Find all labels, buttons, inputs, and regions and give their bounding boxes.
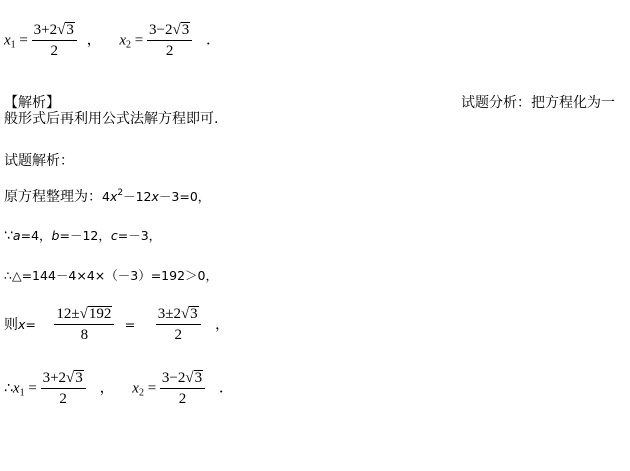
x2-fraction: $\frac{3-2√3}{2}$ — [147, 22, 192, 60]
solution-heading: 试题解析： — [4, 153, 74, 169]
final-solution: $\therefore x_1$ = $\frac{3+2√3}{2}$ ， $x_2$ = $\frac{3-2√3}{2}$ ． — [4, 370, 234, 407]
formula-var: x — [18, 317, 26, 332]
therefore-symbol: ∴ — [4, 380, 13, 397]
top-solution — [4, 22, 221, 60]
x1-var: x — [12, 380, 20, 397]
x2-var: x — [132, 380, 139, 397]
equals-sign: = — [19, 32, 28, 49]
coefficients-line: ∵a=4，b=－12，c=－3， — [4, 228, 162, 244]
x1-var: x — [4, 32, 11, 49]
x2-var: x — [119, 32, 127, 49]
formula-fraction-1: $\frac{12\pm√192}{8}$ — [54, 306, 114, 344]
formula-line: 则x= $\frac{12\pm√192}{8}$ = $\frac{3\pm 2√3}{2}$ ， — [4, 306, 230, 343]
x1-sub: 1 — [10, 39, 16, 51]
formula-prefix: 则 — [4, 317, 18, 333]
final-x2-fraction: $\frac{3-2√3}{2}$ — [160, 370, 205, 408]
equation-body: $4x^2-12x-3=0$， — [102, 188, 211, 204]
formula-fraction-2: $\frac{3\pm 2√3}{2}$ — [156, 306, 201, 344]
final-x1-fraction: $\frac{3+2√3}{2}$ — [41, 370, 86, 408]
equation-prefix: 原方程整理为： — [4, 189, 102, 205]
because-symbol: ∵ — [4, 228, 13, 244]
equation-line — [4, 186, 210, 206]
analysis-heading: 【解析】 — [4, 95, 60, 111]
analysis-text-right: 试题分析：把方程化为一 — [461, 95, 615, 111]
discriminant-line: ∴△=144－4×4×（－3）=192＞0， — [4, 268, 218, 283]
analysis-text-continued: 般形式后再利用公式法解方程即可. — [4, 111, 219, 127]
x2-sub: 2 — [126, 39, 132, 51]
equals-sign: = — [134, 32, 144, 49]
separator: ， — [86, 32, 102, 49]
x1-fraction: $\frac{3+2√3}{2}$ — [32, 22, 77, 60]
end-period: ． — [205, 32, 221, 49]
